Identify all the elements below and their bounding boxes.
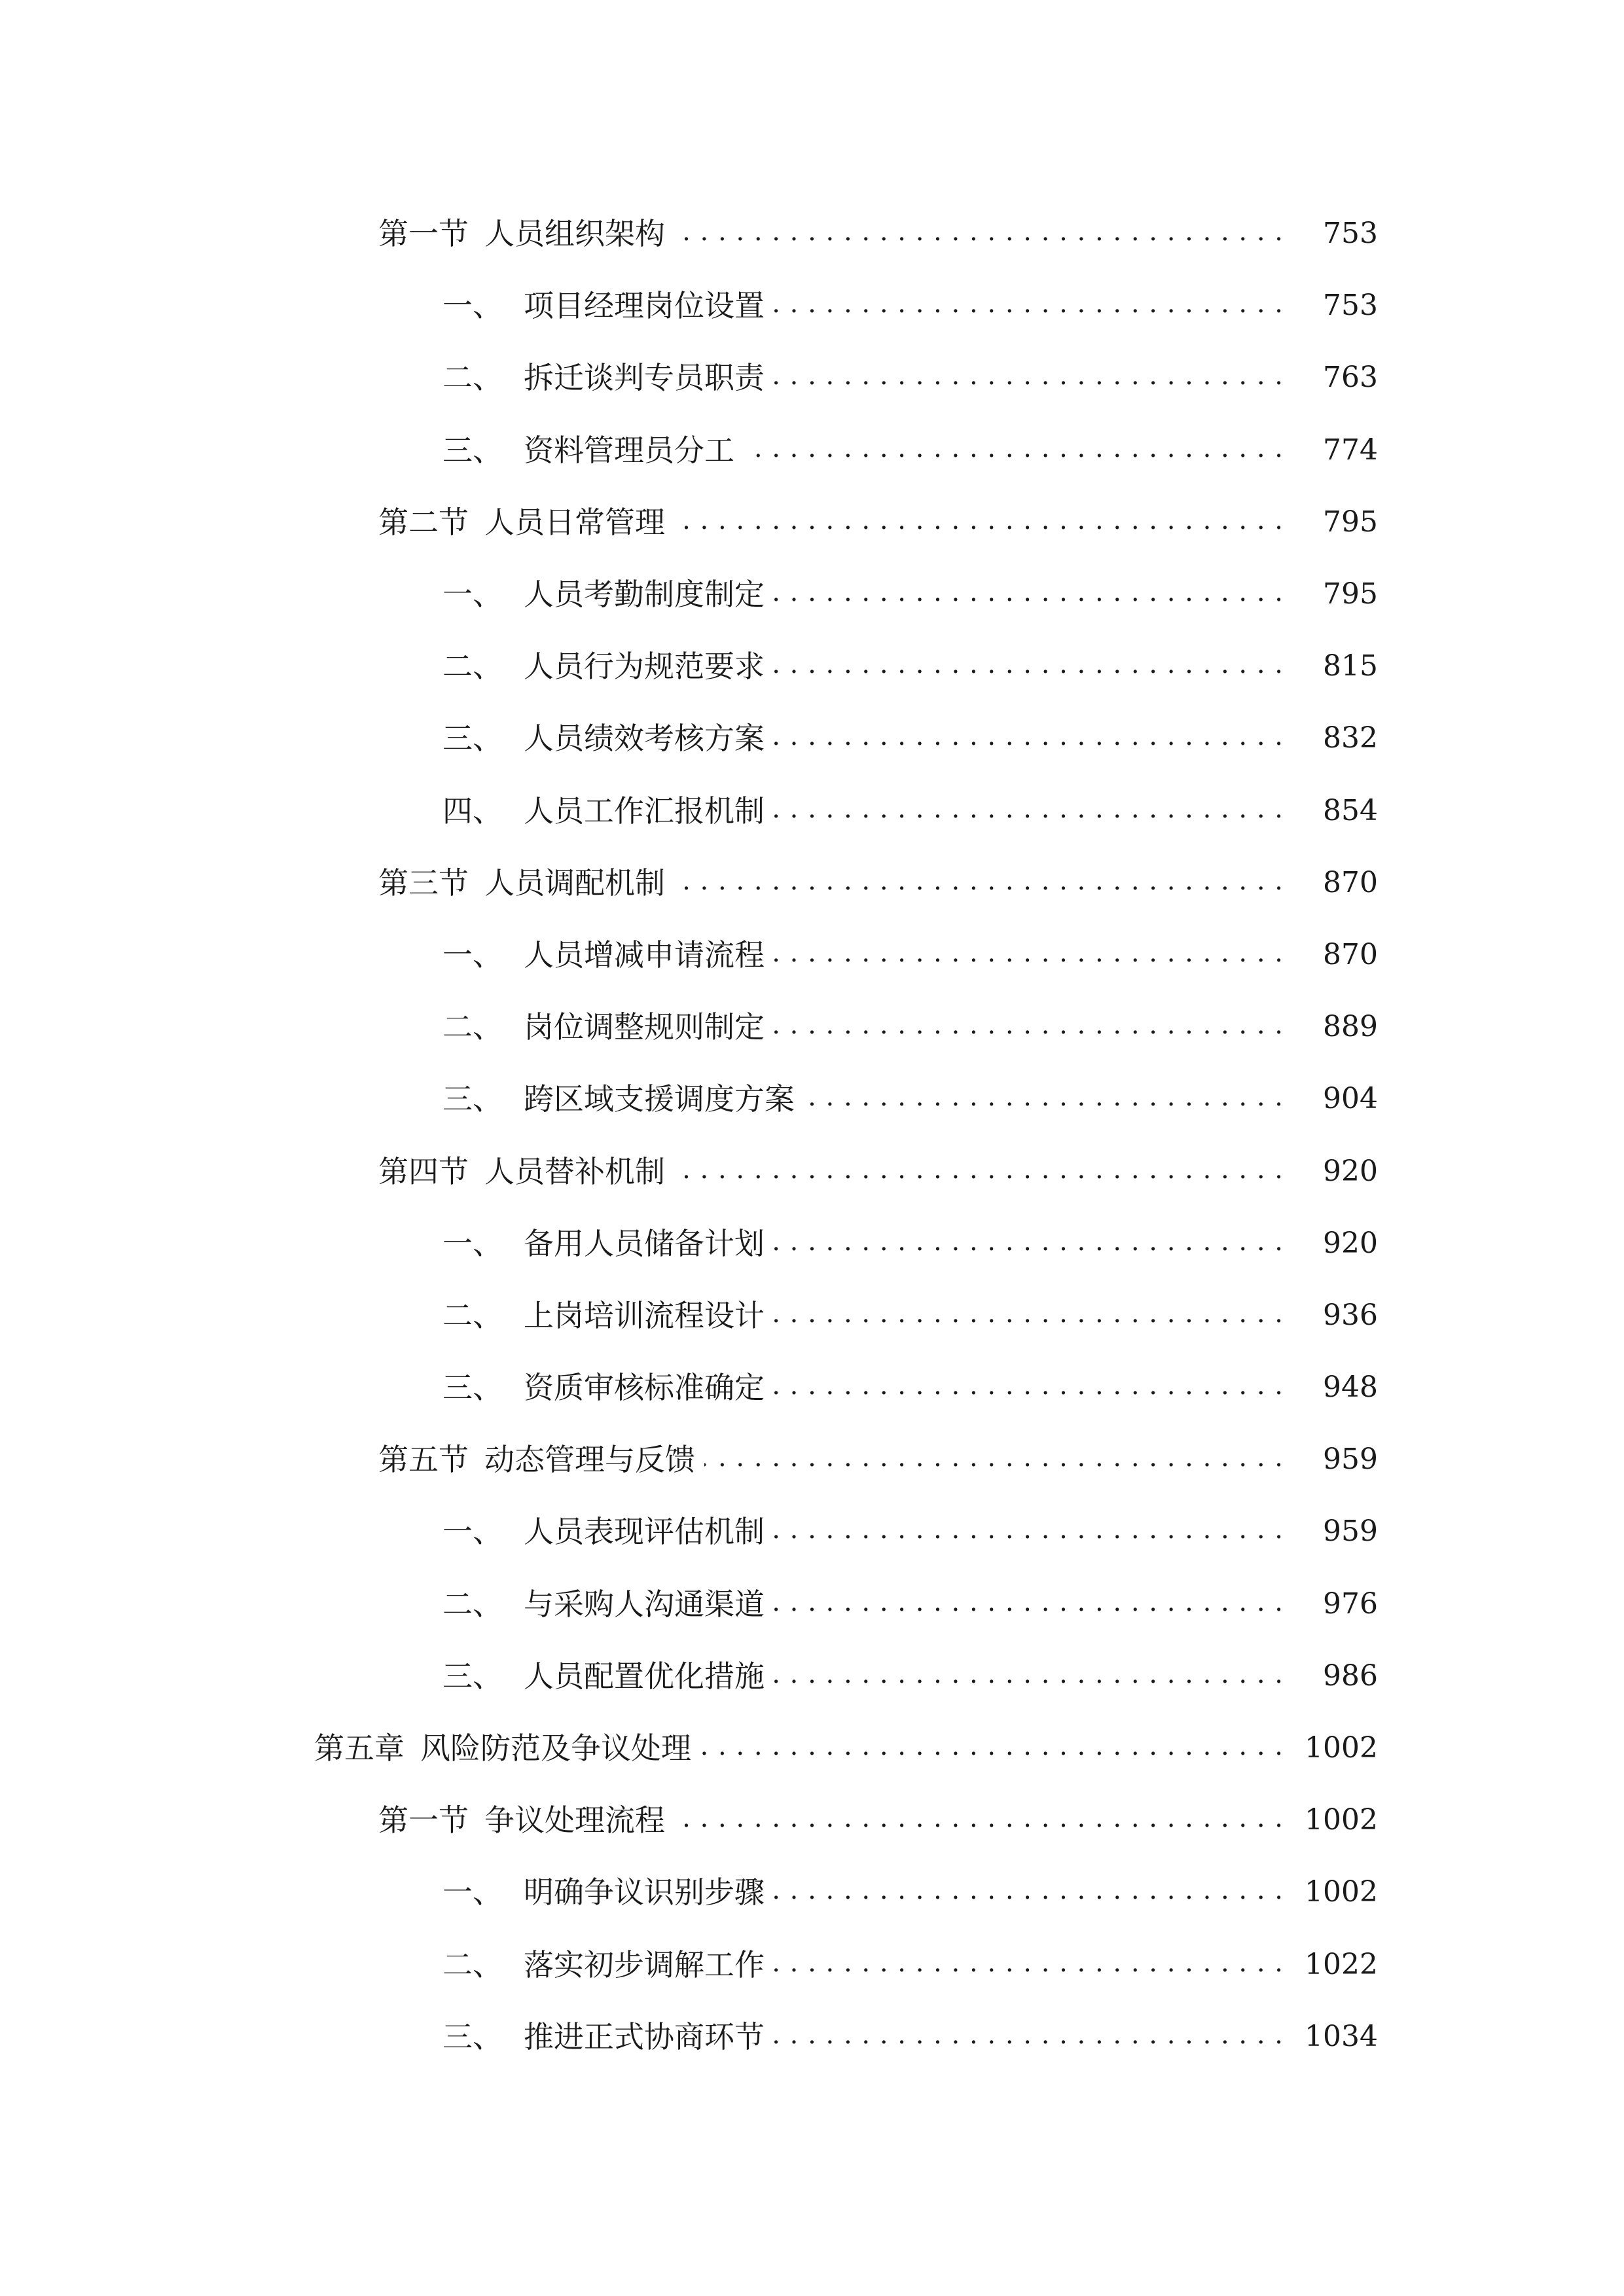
toc-entry-page-number: 986	[1323, 1659, 1378, 1693]
toc-entry-number: 三、	[442, 1081, 503, 1117]
toc-entry-title: 资料管理员分工	[524, 432, 734, 468]
dot-leader	[774, 651, 1284, 681]
toc-entry-page-number: 1002	[1305, 1803, 1378, 1837]
toc-entry-page-number: 1002	[1305, 1731, 1378, 1765]
toc-entry-number: 一、	[442, 1225, 503, 1261]
toc-entry-number: 第四节	[378, 1153, 469, 1189]
toc-entry-sub[interactable]	[0, 270, 1624, 342]
dot-leader	[774, 579, 1284, 609]
toc-entry-sub[interactable]	[0, 1568, 1624, 1640]
dot-leader	[774, 1661, 1284, 1691]
toc-entry-title: 人员替补机制	[484, 1153, 665, 1189]
toc-entry-page-number: 832	[1323, 721, 1378, 755]
toc-entry-number: 二、	[442, 649, 503, 685]
toc-entry-number: 第二节	[378, 504, 469, 540]
toc-entry-number: 一、	[442, 577, 503, 613]
toc-entry-page-number: 976	[1323, 1587, 1378, 1621]
toc-entry-sub[interactable]	[0, 1280, 1624, 1352]
toc-entry-page-number: 1022	[1305, 1947, 1378, 1981]
toc-entry-title: 动态管理与反馈	[484, 1442, 695, 1478]
toc-entry-sub[interactable]	[0, 342, 1624, 414]
dot-leader	[774, 291, 1284, 321]
toc-entry-sub[interactable]	[0, 1496, 1624, 1568]
toc-entry-title: 岗位调整规则制定	[524, 1009, 765, 1045]
toc-entry-title: 拆迁谈判专员职责	[524, 360, 765, 396]
toc-entry-title: 人员表现评估机制	[524, 1514, 765, 1550]
toc-entry-title: 人员考勤制度制定	[524, 577, 765, 613]
toc-entry-number: 一、	[442, 288, 503, 324]
toc-entry-number: 三、	[442, 2018, 503, 2054]
toc-entry-sub[interactable]	[0, 2001, 1624, 2073]
toc-entry-number: 第一节	[378, 216, 469, 252]
dot-leader	[774, 1229, 1284, 1259]
toc-entry-number: 四、	[442, 793, 503, 829]
toc-entry-title: 人员增减申请流程	[524, 937, 765, 973]
toc-entry-title: 跨区域支援调度方案	[524, 1081, 795, 1117]
toc-entry-sub[interactable]	[0, 919, 1624, 991]
toc-entry-title: 人员配置优化措施	[524, 1658, 765, 1694]
toc-entry-sub[interactable]	[0, 1929, 1624, 2001]
toc-entry-number: 二、	[442, 360, 503, 396]
dot-leader	[774, 1516, 1284, 1547]
toc-entry-number: 二、	[442, 1297, 503, 1333]
toc-entry-title: 人员绩效考核方案	[524, 721, 765, 757]
toc-entry-title: 明确争议识别步骤	[524, 1874, 765, 1910]
toc-entry-number: 二、	[442, 1586, 503, 1622]
toc-entry-title: 项目经理岗位设置	[524, 288, 765, 324]
toc-entry-number: 第一节	[378, 1803, 469, 1839]
toc-entry-number: 一、	[442, 937, 503, 973]
toc-entry-page-number: 795	[1323, 505, 1378, 539]
toc-entry-section[interactable]	[0, 198, 1624, 270]
toc-entry-page-number: 959	[1323, 1443, 1378, 1477]
toc-entry-number: 三、	[442, 721, 503, 757]
toc-entry-chapter[interactable]	[0, 1712, 1624, 1784]
toc-entry-page-number: 889	[1323, 1010, 1378, 1044]
toc-entry-page-number: 904	[1323, 1082, 1378, 1116]
toc-entry-sub[interactable]	[0, 630, 1624, 702]
dot-leader	[774, 2022, 1284, 2052]
toc-entry-title: 与采购人沟通渠道	[524, 1586, 765, 1622]
toc-entry-sub[interactable]	[0, 775, 1624, 847]
toc-entry-title: 风险防范及争议处理	[420, 1731, 691, 1767]
toc-entry-sub[interactable]	[0, 1352, 1624, 1424]
dot-leader	[774, 1950, 1284, 1980]
toc-entry-page-number: 936	[1323, 1298, 1378, 1332]
dot-leader	[704, 1444, 1284, 1475]
toc-entry-section[interactable]	[0, 1424, 1624, 1496]
toc-entry-sub[interactable]	[0, 991, 1624, 1063]
toc-entry-page-number: 870	[1323, 865, 1378, 899]
toc-entry-page-number: 815	[1323, 649, 1378, 683]
toc-entry-page-number: 854	[1323, 793, 1378, 827]
toc-entry-page-number: 920	[1323, 1226, 1378, 1260]
toc-entry-sub[interactable]	[0, 558, 1624, 630]
toc-entry-title: 人员组织架构	[484, 216, 665, 252]
dot-leader	[774, 723, 1284, 753]
toc-entry-number: 二、	[442, 1946, 503, 1982]
toc-entry-title: 推进正式协商环节	[524, 2018, 765, 2054]
toc-entry-number: 二、	[442, 1009, 503, 1045]
toc-entry-number: 第五章	[314, 1731, 405, 1767]
toc-entry-sub[interactable]	[0, 1208, 1624, 1280]
dot-leader	[674, 1805, 1284, 1835]
toc-entry-page-number: 1034	[1305, 2019, 1378, 2053]
toc-entry-page-number: 1002	[1305, 1875, 1378, 1909]
toc-entry-page-number: 795	[1323, 577, 1378, 611]
toc-entry-number: 三、	[442, 1658, 503, 1694]
toc-entry-page-number: 959	[1323, 1515, 1378, 1549]
dot-leader	[774, 363, 1284, 393]
toc-entry-sub[interactable]	[0, 1063, 1624, 1135]
toc-entry-title: 落实初步调解工作	[524, 1946, 765, 1982]
toc-entry-sub[interactable]	[0, 702, 1624, 774]
dot-leader	[804, 1084, 1284, 1114]
toc-entry-title: 资质审核标准确定	[524, 1370, 765, 1406]
toc-entry-sub[interactable]	[0, 1856, 1624, 1928]
toc-entry-title: 备用人员储备计划	[524, 1225, 765, 1261]
toc-entry-section[interactable]	[0, 1135, 1624, 1207]
toc-entry-title: 争议处理流程	[484, 1803, 665, 1839]
toc-entry-number: 一、	[442, 1874, 503, 1910]
toc-entry-page-number: 753	[1323, 289, 1378, 323]
toc-entry-section[interactable]	[0, 847, 1624, 919]
toc-entry-number: 第三节	[378, 865, 469, 901]
dot-leader	[674, 868, 1284, 898]
dot-leader	[774, 1877, 1284, 1907]
dot-leader	[774, 1012, 1284, 1042]
toc-entry-page-number: 774	[1323, 433, 1378, 467]
toc-entry-title: 人员日常管理	[484, 504, 665, 540]
table-of-contents	[0, 198, 1624, 2073]
toc-entry-sub[interactable]	[0, 1640, 1624, 1712]
toc-entry-page-number: 753	[1323, 217, 1378, 251]
dot-leader	[774, 796, 1284, 826]
toc-entry-title: 人员工作汇报机制	[524, 793, 765, 829]
toc-entry-number: 三、	[442, 432, 503, 468]
dot-leader	[674, 219, 1284, 249]
toc-entry-page-number: 870	[1323, 937, 1378, 971]
dot-leader	[774, 1589, 1284, 1619]
toc-entry-number: 三、	[442, 1370, 503, 1406]
toc-entry-section[interactable]	[0, 1784, 1624, 1856]
toc-entry-page-number: 948	[1323, 1371, 1378, 1405]
toc-entry-title: 上岗培训流程设计	[524, 1297, 765, 1333]
dot-leader	[674, 507, 1284, 537]
toc-entry-number: 第五节	[378, 1442, 469, 1478]
toc-entry-number: 一、	[442, 1514, 503, 1550]
dot-leader	[744, 435, 1284, 465]
toc-entry-title: 人员行为规范要求	[524, 649, 765, 685]
dot-leader	[674, 1157, 1284, 1187]
toc-entry-title: 人员调配机制	[484, 865, 665, 901]
dot-leader	[700, 1733, 1284, 1763]
toc-entry-page-number: 763	[1323, 361, 1378, 395]
toc-entry-sub[interactable]	[0, 414, 1624, 486]
dot-leader	[774, 1300, 1284, 1331]
toc-entry-section[interactable]	[0, 486, 1624, 558]
toc-entry-page-number: 920	[1323, 1154, 1378, 1188]
dot-leader	[774, 940, 1284, 970]
dot-leader	[774, 1372, 1284, 1403]
